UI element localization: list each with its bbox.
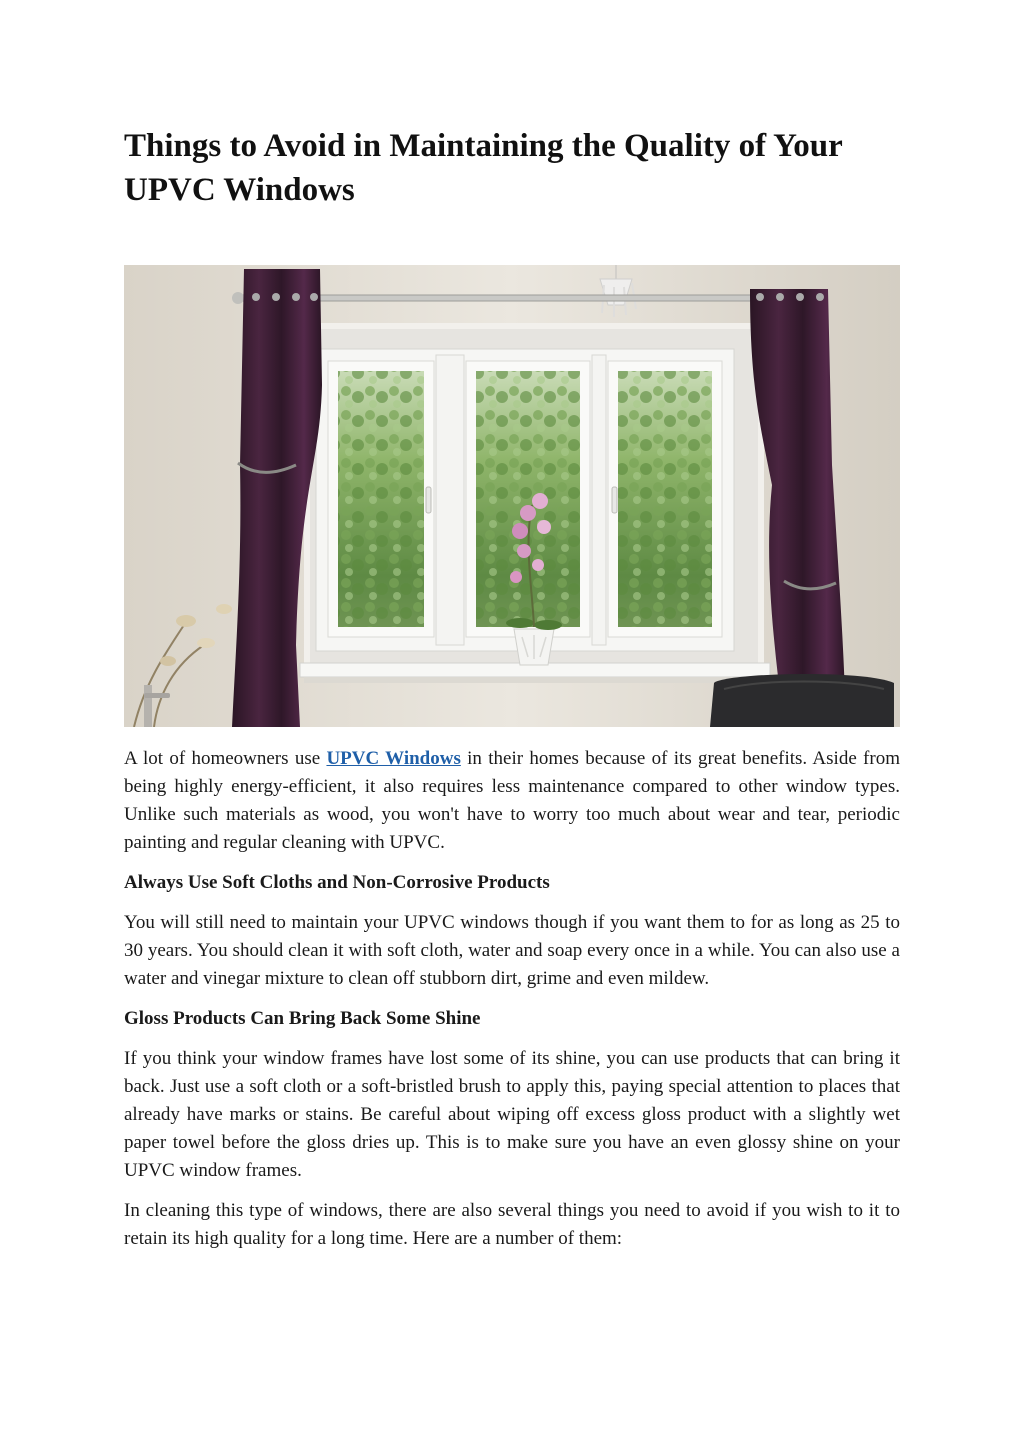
intro-paragraph — [124, 745, 900, 857]
section-body-soft-cloths: You will still need to maintain your UPVC windows though if you want them to for as long as 25 to 30 years. You should clean it with soft cloth, water and soap every once in a while. You can also use a water and vinegar mixture to clean off stubborn dirt, grime and even mildew. — [124, 912, 900, 989]
section-heading-gloss-products: Gloss Products Can Bring Back Some Shine — [124, 1008, 481, 1029]
window-pane-right — [608, 361, 722, 637]
section-heading-soft-cloths: Always Use Soft Cloths and Non-Corrosive Products — [124, 872, 550, 893]
closing-paragraph: In cleaning this type of windows, there are also several things you need to avoid if you wish to it to retain its high quality for a long time. Here are a number of them: — [124, 1200, 900, 1249]
page-title: Things to Avoid in Maintaining the Quality of Your UPVC Windows — [124, 128, 843, 208]
window-pane-center — [466, 361, 590, 637]
hero-image — [124, 265, 900, 727]
window-pane-left — [328, 361, 434, 637]
upvc-windows-link[interactable]: UPVC Windows — [326, 748, 461, 769]
chair — [710, 674, 894, 727]
intro-text-before: A lot of homeowners use — [124, 748, 327, 769]
intro-text-after: in their homes because of its great benefits. Aside from being highly energy-efficient, it also requires less maintenance compared to other window types. Unlike such materials as wood, you won't have to worry too much about wear and tear, periodic painting and regular cleaning with UPVC. — [124, 748, 900, 853]
article-body — [124, 745, 900, 1265]
section-body-gloss-products: If you think your window frames have lost some of its shine, you can use products that can bring it back. Just use a soft cloth or a soft-bristled brush to apply this, paying special attention to places that already have marks or stains. Be careful about wiping off excess gloss product with a slightly wet paper towel before the gloss dries up. This is to make sure you have an even glossy shine on your UPVC window frames. — [124, 1048, 900, 1181]
window-photo — [124, 265, 900, 727]
